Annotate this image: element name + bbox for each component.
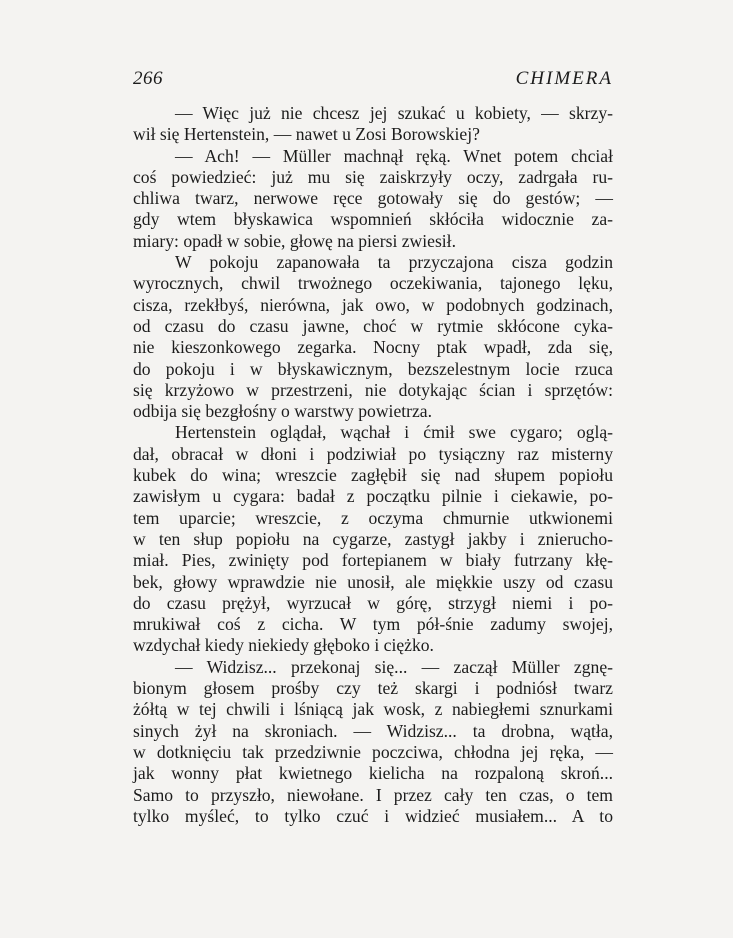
text-line: Samo to przyszło, niewołane. I przez cały ten czas, o tem bbox=[133, 784, 613, 805]
text-line: odbija się bezgłośny o warstwy powietrza. bbox=[133, 401, 433, 422]
text-line: mrukiwał coś z cicha. W tym pół-śnie zadumy swojej, bbox=[133, 614, 613, 635]
text-line: wyrocznych, chwil trwożnego oczekiwania, tajonego lęku, bbox=[133, 273, 613, 294]
text-line: chliwa twarz, nerwowe ręce gotowały się do gestów; — bbox=[133, 188, 613, 209]
text-line: żółtą w tej chwili i lśniącą jak wosk, z nabiegłemi sznurkami bbox=[133, 699, 613, 720]
text-line: tem uparcie; wreszcie, z oczyma chmurnie utkwionemi bbox=[133, 507, 613, 528]
body-text bbox=[133, 103, 613, 827]
text-line: bek, głowy wprawdzie nie unosił, ale miękkie uszy od czasu bbox=[133, 571, 613, 592]
text-line: kubek do wina; wreszcie zagłębił się nad słupem popiołu bbox=[133, 465, 613, 486]
page-number: 266 bbox=[133, 68, 163, 89]
text-line: — Widzisz... przekonaj się... — zaczął Müller zgnę- bbox=[175, 656, 613, 677]
text-line: nie kieszonkowego zegarka. Nocny ptak wpadł, zda się, bbox=[133, 337, 613, 358]
text-line: się krzyżowo w przestrzeni, nie dotykając ścian i sprzętów: bbox=[133, 379, 613, 400]
running-head bbox=[133, 68, 613, 92]
text-line: dał, obracał w dłoni i podziwiał po tysiączny raz misterny bbox=[133, 443, 613, 464]
text-line: do czasu prężył, wyrzucał w górę, strzygł niemi i po- bbox=[133, 592, 613, 613]
text-line: tylko myśleć, to tylko czuć i widzieć musiałem... A to bbox=[133, 805, 613, 826]
text-line: wzdychał kiedy niekiedy głęboko i ciężko. bbox=[133, 635, 434, 656]
text-line: miał. Pies, zwinięty pod fortepianem w biały futrzany kłę- bbox=[133, 550, 613, 571]
text-line: coś powiedzieć: już mu się zaiskrzyły oczy, zadrgała ru- bbox=[133, 166, 613, 187]
text-line: gdy wtem błyskawica wspomnień skłóciła widocznie za- bbox=[133, 209, 613, 230]
text-line: w ten słup popiołu na cygarze, zastygł jakby i znierucho- bbox=[133, 528, 613, 549]
text-line: od czasu do czasu jawne, choć w rytmie skłócone cyka- bbox=[133, 315, 613, 336]
text-line: bionym głosem prośby czy też skargi i podniósł twarz bbox=[133, 678, 613, 699]
text-line: cisza, rzekłbyś, nierówna, jak owo, w podobnych godzinach, bbox=[133, 294, 613, 315]
text-line: w dotknięciu tak przedziwnie poczciwa, chłodna jej ręka, — bbox=[133, 741, 613, 762]
text-line: zawisłym u cygara: badał z początku pilnie i ciekawie, po- bbox=[133, 486, 613, 507]
text-line: sinych żył na skroniach. — Widzisz... ta drobna, wątła, bbox=[133, 720, 613, 741]
text-line: wił się Hertenstein, — nawet u Zosi Borowskiej? bbox=[133, 124, 480, 145]
text-line: — Więc już nie chcesz jej szukać u kobiety, — skrzy- bbox=[175, 103, 613, 123]
running-title: CHIMERA bbox=[515, 68, 613, 89]
text-line: W pokoju zapanowała ta przyczajona cisza godzin bbox=[175, 252, 613, 273]
text-line: do pokoju i w błyskawicznym, bezszelestnym locie rzuca bbox=[133, 358, 613, 379]
text-line: Hertenstein oglądał, wąchał i ćmił swe cygaro; oglą- bbox=[175, 422, 613, 443]
text-line: — Ach! — Müller machnął ręką. Wnet potem chciał bbox=[175, 145, 613, 166]
text-line: jak wonny płat kwietnego kielicha na rozpaloną skroń... bbox=[133, 763, 613, 784]
text-line: miary: opadł w sobie, głowę na piersi zwiesił. bbox=[133, 230, 456, 251]
